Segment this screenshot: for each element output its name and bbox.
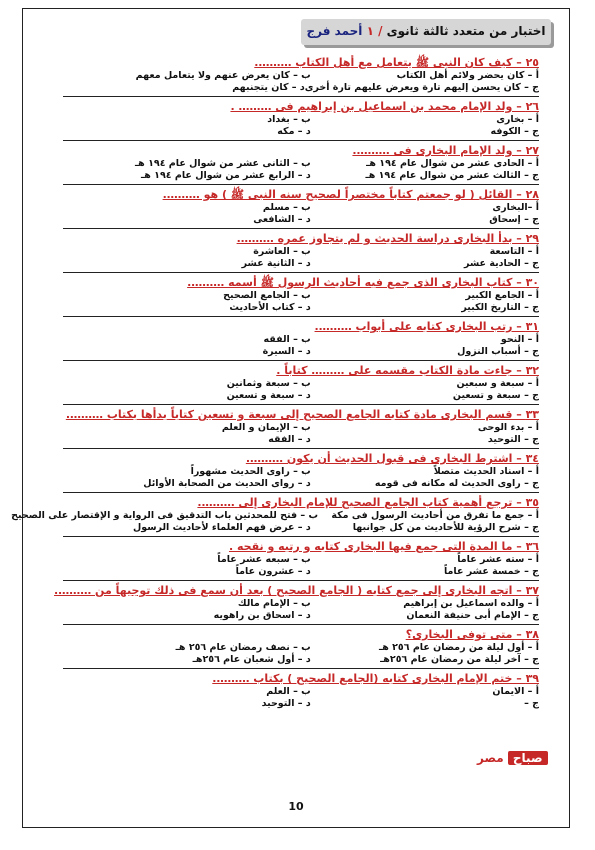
options-row	[63, 82, 539, 94]
options-row	[63, 346, 539, 358]
option-a: أ – الحادى عشر من شوال عام ١٩٤ هـ	[366, 158, 539, 169]
options-row	[63, 170, 539, 182]
logo-word: مصر	[477, 751, 504, 765]
divider	[63, 360, 539, 361]
option-c: ج – سبعة و تسعين	[452, 390, 539, 401]
page-number: 10	[288, 800, 304, 813]
logo-pill: صباح	[508, 751, 548, 765]
options-row	[63, 522, 539, 534]
options-row	[63, 214, 539, 226]
question	[63, 232, 539, 273]
options-row	[63, 302, 539, 314]
options-row	[63, 126, 539, 138]
teacher-name: أحمد فرج	[306, 24, 363, 38]
question	[11, 496, 539, 537]
question-stem: ٢٨ – القائل ( لو جمعتم كتاباً مختصراً لصحيح سنه النبى ﷺ ) هو ……….	[162, 188, 539, 201]
question	[63, 408, 539, 449]
question	[63, 452, 539, 493]
question-stem: ٣٧ – اتجه البخارى إلى جمع كتابه ( الجامع الصحيح ) بعد أن سمع فى ذلك توجيهاً من ……….	[54, 584, 539, 597]
page-title	[301, 24, 551, 38]
title-separator: / ١	[366, 24, 383, 38]
divider	[63, 272, 539, 273]
options-row	[63, 554, 539, 566]
header-bar	[301, 19, 551, 45]
option-b: ب – الإمام مالك	[237, 598, 311, 609]
option-d: د – الفقه	[268, 434, 311, 445]
question	[63, 56, 539, 97]
option-b: ب – بغداد	[267, 114, 311, 125]
question-stem: ٣٦ – ما المدة التى جمع فيها البخارى كتابه و رتبه و نقحه .	[228, 540, 539, 553]
option-b: ب – الإيمان و العلم	[221, 422, 311, 433]
option-b: ب – سبعة وثمانين	[226, 378, 311, 389]
question-stem: ٣٥ – ترجع أهمية كتاب الجامع الصحيح للإمام البخارى إلى ……….	[197, 496, 539, 509]
divider	[63, 448, 539, 449]
option-b: ب – العلم	[266, 686, 311, 697]
options-row	[63, 258, 539, 270]
options-row	[63, 478, 539, 490]
question-stem: ٢٥ – كيف كان النبى ﷺ يتعامل مع أهل الكتاب ……….	[254, 56, 539, 69]
question	[63, 188, 539, 229]
question	[63, 276, 539, 317]
options-row	[63, 434, 539, 446]
question-stem: ٢٩ – بدأ البخارى دراسة الحديث و لم يتجاوز عمره ……….	[236, 232, 539, 245]
options-row	[63, 334, 539, 346]
divider	[63, 668, 539, 669]
question	[63, 100, 539, 141]
option-c: ج – إسحاق	[489, 214, 539, 225]
option-b: ب – الفقه	[263, 334, 311, 345]
option-d: د – مكه	[277, 126, 311, 137]
option-d: د – السيرة	[262, 346, 311, 357]
option-d: د – أول شعبان عام ٢٥٦هـ	[192, 654, 311, 665]
options-row	[63, 422, 539, 434]
divider	[63, 580, 539, 581]
option-a: أ – سته عشر عاماً	[457, 554, 539, 565]
options-row	[63, 610, 539, 622]
option-a: أ – بخارى	[496, 114, 539, 125]
question	[63, 364, 539, 405]
title-text: اختبار من متعدد ثالثة ثانوى	[386, 24, 546, 38]
divider	[63, 492, 539, 493]
question-stem: ٣٩ – ختم الإمام البخارى كتابه (الجامع الصحيح ) بكتاب ……….	[212, 672, 539, 685]
option-b: ب – مسلم	[262, 202, 311, 213]
option-d: د – عرض فهم العلماء لأحاديث الرسول	[133, 522, 311, 533]
options-row	[63, 466, 539, 478]
options-row	[63, 290, 539, 302]
option-c: ج – الحادية عشر	[463, 258, 539, 269]
question-stem: ٢٧ – ولد الإمام البخارى فى ……….	[352, 144, 539, 157]
option-b: ب – كان يعرض عنهم ولا يتعامل معهم	[135, 70, 311, 81]
question-list	[11, 56, 539, 710]
option-b: ب – نصف رمضان عام ٢٥٦ هـ	[175, 642, 311, 653]
option-a: أ – الايمان	[492, 686, 539, 697]
options-row	[63, 642, 539, 654]
option-c: ج – أسباب النزول	[457, 346, 539, 357]
watermark-logo	[474, 751, 548, 765]
options-row	[63, 70, 539, 82]
options-row	[63, 378, 539, 390]
option-a: أ –البخارى	[492, 202, 539, 213]
option-c: ج – التوحيد	[487, 434, 539, 445]
options-row	[63, 698, 539, 710]
option-d: د – الشافعى	[253, 214, 311, 225]
option-a: أ – الجامع الكبير	[465, 290, 539, 301]
options-row	[63, 566, 539, 578]
divider	[63, 624, 539, 625]
option-d: د – سبعة و تسعين	[226, 390, 311, 401]
question	[63, 540, 539, 581]
option-c: ج – راوى الحديث له مكانه فى قومه	[374, 478, 539, 489]
divider	[63, 316, 539, 317]
option-d: د – الرابع عشر من شوال عام ١٩٤ هـ	[141, 170, 311, 181]
option-b: ب – الجامع الصحيح	[223, 290, 311, 301]
option-a: أ – اسناد الحديث متصلاً	[433, 466, 539, 477]
option-c: ج – الإمام أبى حنيفة النعمان	[406, 610, 539, 621]
divider	[63, 184, 539, 185]
option-a: أ – أول ليلة من رمضان عام ٢٥٦ هـ	[378, 642, 539, 653]
option-d: د – اسحاق بن راهويه	[213, 610, 311, 621]
option-c: ج – التاريخ الكبير	[461, 302, 539, 313]
options-row	[63, 390, 539, 402]
options-row	[63, 598, 539, 610]
question	[63, 672, 539, 710]
divider	[63, 140, 539, 141]
option-c: ج – آخر ليلة من رمضان عام ٢٥٦هـ	[380, 654, 539, 665]
option-a: أ – جمع ما تفرق من أحاديث الرسول فى مكة	[331, 510, 539, 521]
question	[63, 628, 539, 669]
options-row	[63, 158, 539, 170]
option-d: د – كان يتجنبهم	[232, 82, 305, 93]
options-row	[63, 246, 539, 258]
option-d: د – كتاب الأحاديث	[229, 302, 311, 313]
option-b: ب – سبعه عشر عاماً	[217, 554, 311, 565]
option-a: أ – والده اسماعيل بن إبراهيم	[403, 598, 539, 609]
option-b: ب – فتح للمحدثين باب التدقيق فى الرواية و الإقتصار على الصحيح	[11, 510, 318, 521]
option-c: ج – كان يحسن إليهم تارة ويعرض عليهم تارة أخرى	[304, 82, 539, 93]
option-b: ب – العاشرة	[253, 246, 311, 257]
option-b: ب – راوى الحديث مشهوراً	[190, 466, 311, 477]
options-row	[11, 510, 539, 522]
question	[63, 320, 539, 361]
options-row	[63, 202, 539, 214]
option-d: د – رواى الحديث من الصحابة الأوائل	[143, 478, 311, 489]
divider	[63, 404, 539, 405]
options-row	[63, 114, 539, 126]
question	[63, 144, 539, 185]
question-stem: ٣٢ – جاءت مادة الكتاب مقسمه على ……… كتاباً .	[276, 364, 539, 377]
option-c: ج – الثالث عشر من شوال عام ١٩٤ هـ	[365, 170, 539, 181]
option-a: أ – بدء الوحى	[477, 422, 539, 433]
options-row	[63, 686, 539, 698]
option-d: د – التوحيد	[261, 698, 311, 709]
question	[54, 584, 539, 625]
option-c: ج – خمسة عشر عاماً	[443, 566, 539, 577]
option-a: أ – سبعة و سبعين	[456, 378, 539, 389]
options-row	[63, 654, 539, 666]
divider	[63, 228, 539, 229]
option-c: ج – شرح الرؤية للأحاديث من كل جوانبها	[352, 522, 539, 533]
option-a: أ – النحو	[500, 334, 539, 345]
option-c: ج –	[524, 698, 539, 709]
option-d: د – الثانية عشر	[241, 258, 311, 269]
question-stem: ٣٨ – متى توفى البخارى؟	[405, 628, 539, 641]
divider	[63, 96, 539, 97]
option-d: د – عشرون عاماً	[235, 566, 311, 577]
option-a: أ – التاسعة	[489, 246, 539, 257]
divider	[63, 536, 539, 537]
question-stem: ٢٦ – ولد الإمام محمد بن اسماعيل بن إبراهيم فى ……… .	[230, 100, 539, 113]
question-stem: ٣٤ – اشترط البخارى فى قبول الحديث أن يكون ……….	[245, 452, 539, 465]
page-frame	[11, 8, 570, 828]
option-a: أ – كان يحضر ولائم أهل الكتاب	[396, 70, 539, 81]
question-stem: ٣٣ – قسم البخارى مادة كتابه الجامع الصحيح إلى سبعة و تسعين كتاباً بدأها بكتاب ……….	[65, 408, 539, 421]
question-stem: ٣٠ – كتاب البخارى الذى جمع فيه أحاديث الرسول ﷺ أسمه ……….	[187, 276, 539, 289]
question-stem: ٣١ – رتب البخارى كتابه على أبواب ……….	[314, 320, 539, 333]
option-b: ب – الثانى عشر من شوال عام ١٩٤ هـ	[134, 158, 311, 169]
option-c: ج – الكوفه	[490, 126, 539, 137]
